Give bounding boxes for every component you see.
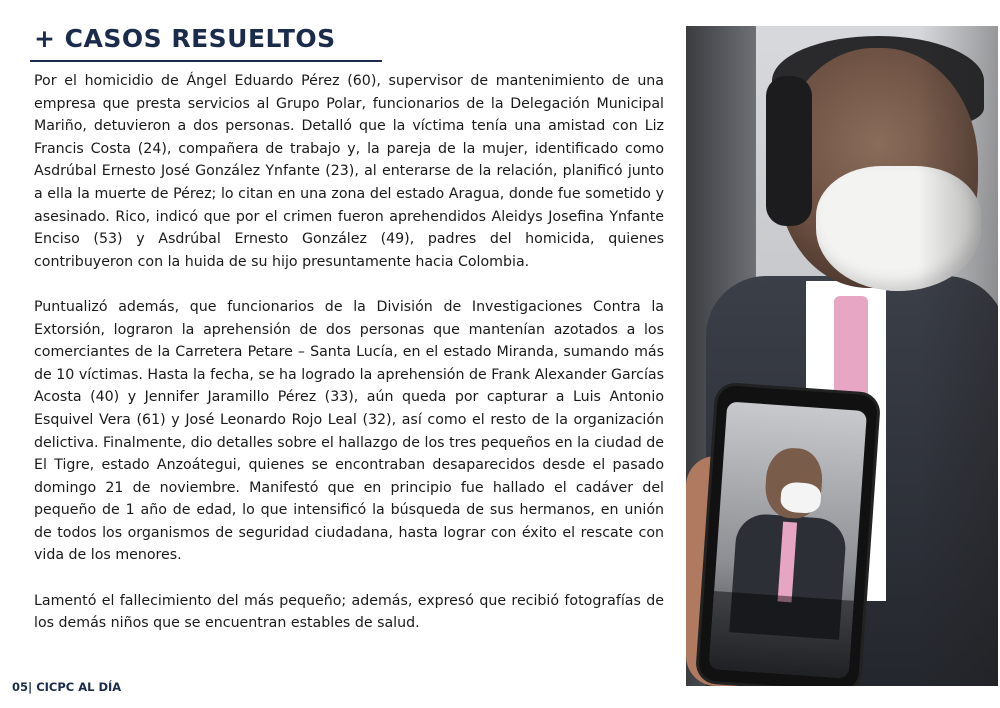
paragraph-2: Puntualizó además, que funcionarios de la División de Investigaciones Contra la Extorsión, lograron la aprehensión de dos personas que mantenían azotados a los comerciantes de la Carretera Petare – Santa Lucía, en el estado Miranda, sumando más de 10 víctimas. Hasta la fecha, se ha logrado la aprehensión de Frank Alexander Garcías Acosta (40) y Jennifer Jaramillo Pérez (33), aún queda por capturar a Luis Antonio Esquivel Vera (61) y José Leonardo Rojo Leal (32), así como el resto de la organización delictiva. Finalmente, dio detalles sobre el hallazgo de los tres pequeños en la ciudad de El Tigre, estado Anzoátegui, quienes se encontraban desaparecidos desde el pasado domingo 21 de noviembre. Manifestó que en principio fue hallado el cadáver del pequeño de 1 año de edad, lo que intensificó la búsqueda de sus hermanos, en unión de todos los organismos de seguridad ciudadana, hasta lograr con éxito el rescate con vida de los menores. <box>34 298 664 564</box>
article-body <box>34 70 664 657</box>
page-footer: 05| CICPC AL DÍA <box>12 680 122 694</box>
headphone-icon <box>766 76 812 226</box>
screen-comments-overlay <box>709 591 854 679</box>
heading-underline <box>30 60 382 62</box>
photo-shade <box>918 26 998 686</box>
phone-screen <box>709 401 867 678</box>
screen-mask <box>780 481 822 514</box>
smartphone-icon <box>698 385 878 686</box>
article-photo <box>686 26 998 686</box>
section-heading: + CASOS RESUELTOS <box>34 24 336 53</box>
paragraph-1: Por el homicidio de Ángel Eduardo Pérez (60), supervisor de mantenimiento de una empresa que presta servicios al Grupo Polar, funcionarios de la Delegación Municipal Mariño, detuvieron a dos personas. Detalló que la víctima tenía una amistad con Liz Francis Costa (24), compañera de trabajo y, la pareja de la mujer, identificado como Asdrúbal Ernesto José González Ynfante (23), al enterarse de la relación, planificó junto a ella la muerte de Pérez; lo citan en una zona del estado Aragua, donde fue sometido y asesinado. Rico, indicó que por el crimen fueron aprehendidos Aleidys Josefina Ynfante Enciso (53) y Asdrúbal Ernesto González (49), padres del homicida, quienes contribuyeron con la huida de su hijo presuntamente hacia Colombia. <box>34 73 664 270</box>
paragraph-3: Lamentó el fallecimiento del más pequeño; además, expresó que recibió fotografías de los demás niños que se encuentran estables de salud. <box>34 592 664 632</box>
